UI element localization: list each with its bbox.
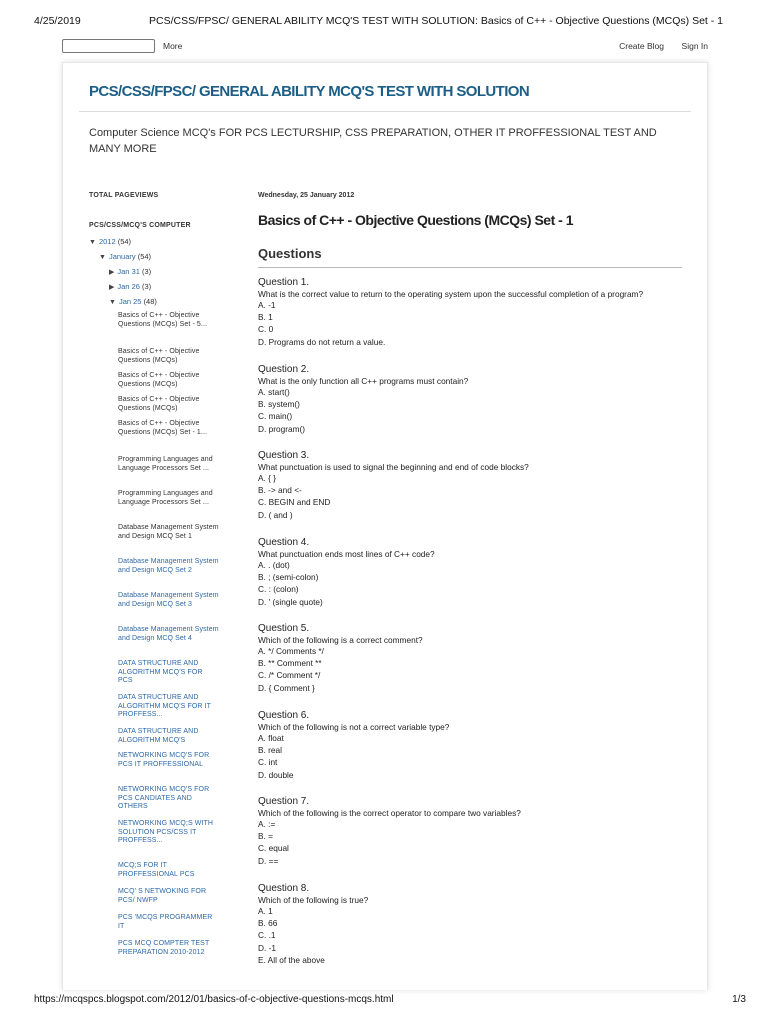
answer-option: D. ==	[258, 855, 279, 866]
section-divider	[258, 267, 682, 268]
answer-option: A. */ Comments */	[258, 646, 324, 656]
title-divider	[79, 111, 691, 112]
question-number: Question 4.	[258, 537, 310, 548]
print-date: 4/25/2019	[34, 15, 81, 27]
answer-option: D. Programs do not return a value.	[258, 336, 386, 347]
answer-option: C. 0	[258, 324, 274, 335]
section-heading: Questions	[258, 246, 322, 261]
question-number: Question 8.	[258, 883, 310, 894]
page-number: 1/3	[732, 994, 746, 1005]
question-block	[258, 710, 682, 781]
archive-year-count: (54)	[117, 237, 132, 246]
answer-option: D. { Comment }	[258, 682, 315, 693]
question-number: Question 3.	[258, 450, 310, 461]
answer-option: A. . (dot)	[258, 560, 290, 570]
post-title[interactable]: Basics of C++ - Objective Questions (MCQs) Set - 1	[258, 212, 573, 228]
archive-year[interactable]	[89, 237, 131, 246]
answer-option: C. main()	[258, 411, 293, 422]
answer-option: A. -1	[258, 300, 276, 310]
print-title: PCS/CSS/FPSC/ GENERAL ABILITY MCQ'S TEST WITH SOLUTION: Basics of C++ - Objective Questions (MCQs) Set - 1	[149, 15, 724, 27]
answer-option: A. { }	[258, 473, 276, 483]
question-block	[258, 537, 682, 608]
answer-option: D. ' (single quote)	[258, 596, 323, 607]
blog-description: Computer Science MCQ's FOR PCS LECTURSHIP, CSS PREPARATION, OTHER IT PROFFESSIONAL TEST AND MANY MORE	[89, 127, 657, 155]
search-input[interactable]	[62, 39, 155, 53]
answer-option: B. -> and <-	[258, 485, 302, 496]
answer-option: A. float	[258, 733, 284, 743]
archive-post-link[interactable]: Basics of C++ - Objective Questions (MCQs)	[118, 396, 200, 412]
page-url: https://mcqspcs.blogspot.com/2012/01/basics-of-c-objective-questions-mcqs.html	[34, 994, 394, 1005]
archive-post-link[interactable]: Programming Languages and Language Processors Set ...	[118, 456, 213, 472]
archive-day[interactable]	[109, 297, 157, 306]
archive-day[interactable]	[109, 282, 151, 291]
archive-day-label[interactable]: Jan 31	[117, 267, 140, 276]
question-block	[258, 277, 682, 348]
archive-post-link[interactable]: MCQ' S NETWOKING FOR PCS/ NWFP	[118, 888, 207, 904]
answer-option: D. double	[258, 769, 294, 780]
question-text: What is the only function all C++ programs must contain?	[258, 376, 469, 386]
archive-post-link[interactable]: Database Management System and Design MCQ Set 4	[118, 626, 219, 642]
archive-day-count: (3)	[142, 282, 152, 291]
expand-down-icon[interactable]: ▼	[99, 254, 106, 261]
question-number: Question 6.	[258, 710, 310, 721]
answer-option: B. ; (semi-colon)	[258, 572, 319, 583]
blogger-navbar	[62, 39, 708, 55]
archive-post-link[interactable]: PCS 'MCQS PROGRAMMER IT	[118, 914, 213, 930]
answer-option: B. real	[258, 745, 282, 756]
answer-option: B. system()	[258, 399, 300, 410]
archive-year-label[interactable]: 2012	[98, 237, 116, 246]
answer-option: B. 66	[258, 918, 278, 929]
answer-option: D. ( and )	[258, 509, 293, 520]
expand-down-icon[interactable]: ▼	[89, 239, 96, 246]
archive-post-link[interactable]: NETWORKING MCQ'S FOR PCS IT PROFFESSIONAL	[118, 752, 210, 768]
archive-month[interactable]	[99, 252, 151, 261]
archive-day-label[interactable]: Jan 26	[117, 282, 140, 291]
answer-option: A. :=	[258, 819, 276, 829]
expand-down-icon[interactable]: ▼	[109, 299, 116, 306]
question-text: Which of the following is true?	[258, 895, 369, 905]
blog-frame	[62, 62, 708, 990]
archive-post-link[interactable]: Basics of C++ - Objective Questions (MCQs)	[118, 348, 200, 364]
answer-option: A. start()	[258, 387, 290, 397]
archive-day-count: (3)	[142, 267, 152, 276]
answer-option: A. 1	[258, 906, 273, 916]
answer-option: D. program()	[258, 423, 306, 434]
question-block	[258, 364, 682, 435]
archive-post-link[interactable]: DATA STRUCTURE AND ALGORITHM MCQ'S	[118, 728, 199, 744]
archive-post-link[interactable]: Basics of C++ - Objective Questions (MCQs) Set - 1...	[118, 420, 208, 436]
archive-post-link[interactable]: NETWORKING MCQ'S FOR PCS CANDIATES AND OTHERS	[118, 786, 210, 810]
answer-option: C. equal	[258, 843, 289, 854]
archive-post-link[interactable]: Database Management System and Design MCQ Set 2	[118, 558, 219, 574]
question-text: What is the correct value to return to the operating system upon the successful completion of a program?	[258, 289, 644, 299]
sign-in-link[interactable]: Sign In	[681, 41, 708, 51]
answer-option: C. : (colon)	[258, 584, 299, 595]
more-link[interactable]: More	[163, 41, 183, 51]
archive-post-link[interactable]: Database Management System and Design MCQ Set 3	[118, 592, 219, 608]
question-block	[258, 796, 682, 867]
question-text: Which of the following is a correct comment?	[258, 635, 423, 645]
question-text: What punctuation is used to signal the beginning and end of code blocks?	[258, 462, 529, 472]
archive-month-count: (54)	[137, 252, 152, 261]
archive-day-count: (48)	[143, 297, 157, 306]
answer-option: C. .1	[258, 930, 276, 941]
question-block	[258, 450, 682, 521]
archive-post-link[interactable]: DATA STRUCTURE AND ALGORITHM MCQ'S FOR PCS	[118, 660, 203, 684]
question-number: Question 5.	[258, 623, 310, 634]
question-block	[258, 623, 682, 694]
archive-post-link[interactable]: Database Management System and Design MCQ Set 1	[118, 524, 219, 540]
archive-post-link[interactable]: MCQ;S FOR IT PROFFESSIONAL PCS	[118, 862, 195, 878]
answer-option: B. =	[258, 831, 273, 842]
archive-day-label[interactable]: Jan 25	[118, 297, 142, 306]
answer-option: D. -1	[258, 942, 276, 953]
archive-post-link[interactable]: Basics of C++ - Objective Questions (MCQs) Set - 5...	[118, 312, 208, 328]
question-text: What punctuation ends most lines of C++ code?	[258, 549, 435, 559]
answer-option: B. ** Comment **	[258, 658, 322, 669]
question-number: Question 7.	[258, 796, 310, 807]
answer-option: C. BEGIN and END	[258, 497, 331, 508]
archive-post-link[interactable]: Basics of C++ - Objective Questions (MCQs)	[118, 372, 200, 388]
question-block	[258, 883, 682, 966]
answer-option: C. /* Comment */	[258, 670, 321, 681]
expand-right-icon[interactable]: ▶	[109, 284, 115, 291]
archive-month-label[interactable]: January	[108, 252, 136, 261]
archive-day[interactable]	[109, 267, 151, 276]
question-text: Which of the following is not a correct variable type?	[258, 722, 450, 732]
answer-option: C. int	[258, 757, 278, 768]
question-number: Question 2.	[258, 364, 310, 375]
answer-option: E. All of the above	[258, 954, 325, 965]
question-number: Question 1.	[258, 277, 310, 288]
expand-right-icon[interactable]: ▶	[109, 269, 115, 276]
create-blog-link[interactable]: Create Blog	[619, 41, 664, 51]
pageviews-heading: TOTAL PAGEVIEWS	[89, 192, 159, 199]
archive-post-link[interactable]: Programming Languages and Language Processors Set ...	[118, 490, 213, 506]
archive-post-link[interactable]: PCS MCQ COMPTER TEST PREPARATION 2010-2012	[118, 940, 210, 956]
blog-title[interactable]: PCS/CSS/FPSC/ GENERAL ABILITY MCQ'S TEST WITH SOLUTION	[89, 83, 530, 100]
archive-post-link[interactable]: DATA STRUCTURE AND ALGORITHM MCQ'S FOR IT PROFFESS...	[118, 694, 211, 718]
question-text: Which of the following is the correct operator to compare two variables?	[258, 808, 521, 818]
archive-post-link[interactable]: NETWORKING MCQ;S WITH SOLUTION PCS/CSS IT PROFFESS...	[118, 820, 214, 844]
answer-option: B. 1	[258, 312, 273, 323]
archive-heading: PCS/CSS/MCQ'S COMPUTER	[89, 222, 191, 229]
post-date: Wednesday, 25 January 2012	[258, 192, 355, 199]
